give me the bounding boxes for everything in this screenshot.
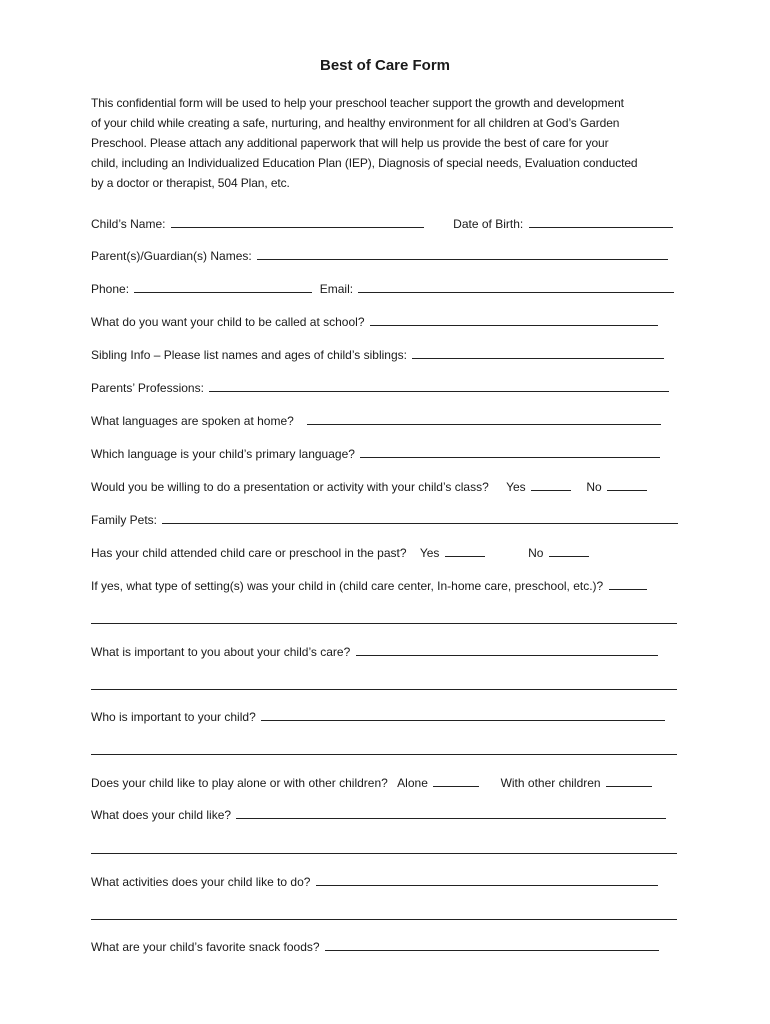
attended-no-field[interactable]: [549, 544, 589, 557]
languages-home-field[interactable]: [307, 412, 661, 425]
primary-language-row: [91, 445, 660, 461]
child-likes-row: [91, 806, 666, 822]
family-pets-row: [91, 511, 678, 527]
intro-paragraph: [91, 93, 691, 193]
who-important-row: [91, 708, 665, 724]
parents-names-label: Parent(s)/Guardian(s) Names:: [91, 249, 252, 263]
activities-continuation-line[interactable]: [91, 919, 677, 920]
activities-row: [91, 873, 658, 889]
sibling-info-label: Sibling Info – Please list names and ages of child’s siblings:: [91, 348, 407, 362]
snack-foods-row: [91, 938, 659, 954]
child-likes-label: What does your child like?: [91, 808, 232, 822]
setting-type-label: If yes, what type of setting(s) was your child in (child care center, In-home care, preschool, etc.)?: [91, 579, 604, 593]
languages-home-row: [91, 412, 661, 428]
important-care-row: [91, 643, 658, 659]
attended-yes-field[interactable]: [445, 544, 485, 557]
attended-care-row: [91, 544, 589, 560]
parents-names-field[interactable]: [257, 247, 668, 260]
presentation-yes-label: Yes: [506, 480, 526, 494]
parents-professions-label: Parents’ Professions:: [91, 381, 204, 395]
alone-label: Alone: [397, 776, 428, 790]
with-others-field[interactable]: [606, 774, 652, 787]
intro-line: child, including an Individualized Education Plan (IEP), Diagnosis of special needs, Evaluation conducted: [91, 156, 638, 170]
parents-names-row: [91, 247, 668, 263]
alone-field[interactable]: [433, 774, 479, 787]
intro-line: by a doctor or therapist, 504 Plan, etc.: [91, 176, 290, 190]
called-at-school-row: [91, 313, 658, 329]
primary-language-label: Which language is your child’s primary language?: [91, 447, 355, 461]
presentation-label: Would you be willing to do a presentation or activity with your child’s class?: [91, 480, 489, 494]
intro-line: This confidential form will be used to help your preschool teacher support the growth and development: [91, 96, 624, 110]
email-field[interactable]: [358, 280, 674, 293]
play-alone-row: [91, 774, 652, 790]
parents-professions-row: [91, 379, 669, 395]
childs-name-row: [91, 215, 673, 231]
attended-yes-label: Yes: [419, 546, 440, 560]
dob-label: Date of Birth:: [453, 217, 524, 231]
who-important-label: Who is important to your child?: [91, 710, 256, 724]
play-alone-label: Does your child like to play alone or with other children?: [91, 776, 388, 790]
snack-foods-field[interactable]: [325, 938, 659, 951]
important-care-label: What is important to you about your child’s care?: [91, 645, 351, 659]
setting-type-row: [91, 577, 647, 593]
setting-type-field[interactable]: [609, 577, 647, 590]
phone-email-row: [91, 280, 674, 296]
family-pets-field[interactable]: [162, 511, 678, 524]
activities-field[interactable]: [316, 873, 658, 886]
languages-home-label: What languages are spoken at home?: [91, 414, 294, 428]
parents-professions-field[interactable]: [209, 379, 669, 392]
sibling-info-row: [91, 346, 664, 362]
attended-no-label: No: [528, 546, 544, 560]
called-at-school-label: What do you want your child to be called at school?: [91, 315, 365, 329]
important-care-continuation-line[interactable]: [91, 689, 677, 690]
intro-line: Preschool. Please attach any additional paperwork that will help us provide the best of care for your: [91, 136, 609, 150]
snack-foods-label: What are your child’s favorite snack foods?: [91, 940, 320, 954]
who-important-continuation-line[interactable]: [91, 754, 677, 755]
child-likes-continuation-line[interactable]: [91, 853, 677, 854]
who-important-field[interactable]: [261, 708, 665, 721]
sibling-info-field[interactable]: [412, 346, 664, 359]
attended-care-label: Has your child attended child care or preschool in the past?: [91, 546, 407, 560]
activities-label: What activities does your child like to do?: [91, 875, 311, 889]
intro-line: of your child while creating a safe, nurturing, and healthy environment for all children at God’s Garden: [91, 116, 620, 130]
childs-name-label: Child’s Name:: [91, 217, 166, 231]
with-others-label: With other children: [500, 776, 601, 790]
presentation-yes-field[interactable]: [531, 478, 571, 491]
important-care-field[interactable]: [356, 643, 658, 656]
child-likes-field[interactable]: [236, 806, 666, 819]
phone-label: Phone:: [91, 282, 130, 296]
email-label: Email:: [319, 282, 354, 296]
family-pets-label: Family Pets:: [91, 513, 158, 527]
childs-name-field[interactable]: [171, 215, 424, 228]
primary-language-field[interactable]: [360, 445, 660, 458]
presentation-no-label: No: [586, 480, 602, 494]
form-title: Best of Care Form: [319, 57, 451, 74]
called-at-school-field[interactable]: [370, 313, 658, 326]
setting-type-continuation-line[interactable]: [91, 623, 677, 624]
presentation-row: [91, 478, 647, 494]
phone-field[interactable]: [134, 280, 312, 293]
presentation-no-field[interactable]: [607, 478, 647, 491]
dob-field[interactable]: [529, 215, 673, 228]
